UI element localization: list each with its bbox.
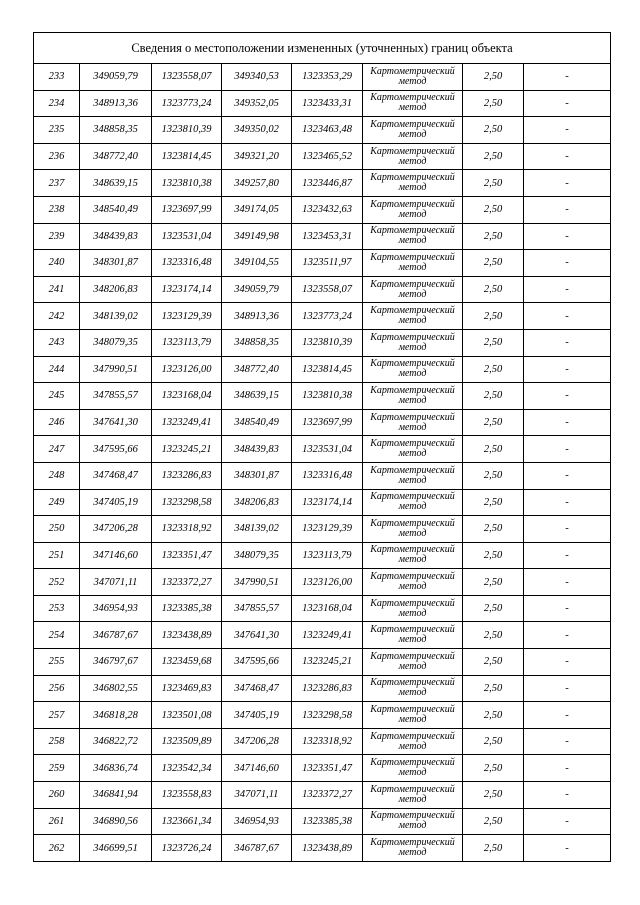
cell-x-new: 346802,55	[80, 675, 152, 702]
cell-accuracy: 2,50	[463, 117, 524, 144]
cell-y-new: 1323129,39	[152, 303, 222, 330]
cell-method: Картометрический метод	[363, 702, 463, 729]
cell-point-number: 252	[34, 569, 80, 596]
cell-accuracy: 2,50	[463, 542, 524, 569]
table-row	[34, 117, 611, 144]
cell-point-number: 237	[34, 170, 80, 197]
table-row	[34, 516, 611, 543]
table-row	[34, 835, 611, 862]
cell-point-number: 238	[34, 196, 80, 223]
cell-accuracy: 2,50	[463, 728, 524, 755]
cell-method: Картометрический метод	[363, 595, 463, 622]
cell-accuracy: 2,50	[463, 223, 524, 250]
cell-method: Картометрический метод	[363, 649, 463, 676]
cell-x-old: 347405,19	[222, 702, 292, 729]
cell-method: Картометрический метод	[363, 143, 463, 170]
table-row	[34, 462, 611, 489]
cell-x-new: 346699,51	[80, 835, 152, 862]
cell-description: -	[524, 462, 611, 489]
cell-description: -	[524, 755, 611, 782]
cell-y-new: 1323726,24	[152, 835, 222, 862]
cell-y-new: 1323126,00	[152, 356, 222, 383]
cell-y-old: 1323531,04	[292, 436, 363, 463]
cell-method: Картометрический метод	[363, 170, 463, 197]
cell-x-new: 347405,19	[80, 489, 152, 516]
cell-y-new: 1323286,83	[152, 462, 222, 489]
table-row	[34, 489, 611, 516]
cell-method: Картометрический метод	[363, 196, 463, 223]
cell-description: -	[524, 595, 611, 622]
cell-y-old: 1323465,52	[292, 143, 363, 170]
cell-x-old: 348301,87	[222, 462, 292, 489]
cell-y-old: 1323433,31	[292, 90, 363, 117]
cell-point-number: 242	[34, 303, 80, 330]
cell-accuracy: 2,50	[463, 383, 524, 410]
cell-accuracy: 2,50	[463, 569, 524, 596]
cell-x-new: 348540,49	[80, 196, 152, 223]
cell-x-new: 346954,93	[80, 595, 152, 622]
cell-y-new: 1323316,48	[152, 250, 222, 277]
cell-x-new: 347990,51	[80, 356, 152, 383]
cell-x-old: 349340,53	[222, 64, 292, 91]
cell-description: -	[524, 196, 611, 223]
table-row	[34, 223, 611, 250]
cell-method: Картометрический метод	[363, 782, 463, 809]
cell-y-new: 1323459,68	[152, 649, 222, 676]
table-row	[34, 409, 611, 436]
cell-y-old: 1323432,63	[292, 196, 363, 223]
cell-x-old: 347595,66	[222, 649, 292, 676]
cell-method: Картометрический метод	[363, 675, 463, 702]
table-row	[34, 702, 611, 729]
cell-description: -	[524, 64, 611, 91]
cell-y-new: 1323814,45	[152, 143, 222, 170]
cell-y-old: 1323810,38	[292, 383, 363, 410]
cell-x-old: 348139,02	[222, 516, 292, 543]
cell-point-number: 253	[34, 595, 80, 622]
cell-x-new: 347468,47	[80, 462, 152, 489]
cell-x-old: 349149,98	[222, 223, 292, 250]
cell-x-old: 349059,79	[222, 276, 292, 303]
cell-x-new: 346841,94	[80, 782, 152, 809]
cell-description: -	[524, 170, 611, 197]
cell-x-new: 347206,28	[80, 516, 152, 543]
table-header-row	[34, 33, 611, 64]
table-row	[34, 170, 611, 197]
cell-point-number: 259	[34, 755, 80, 782]
cell-y-new: 1323318,92	[152, 516, 222, 543]
cell-point-number: 250	[34, 516, 80, 543]
cell-y-old: 1323558,07	[292, 276, 363, 303]
cell-description: -	[524, 835, 611, 862]
cell-y-new: 1323351,47	[152, 542, 222, 569]
cell-accuracy: 2,50	[463, 516, 524, 543]
cell-point-number: 245	[34, 383, 80, 410]
cell-x-old: 348772,40	[222, 356, 292, 383]
cell-method: Картометрический метод	[363, 64, 463, 91]
cell-method: Картометрический метод	[363, 329, 463, 356]
cell-accuracy: 2,50	[463, 649, 524, 676]
cell-description: -	[524, 436, 611, 463]
cell-x-old: 347468,47	[222, 675, 292, 702]
cell-accuracy: 2,50	[463, 170, 524, 197]
table-row	[34, 728, 611, 755]
cell-y-new: 1323385,38	[152, 595, 222, 622]
table-row	[34, 569, 611, 596]
cell-point-number: 254	[34, 622, 80, 649]
cell-description: -	[524, 489, 611, 516]
cell-accuracy: 2,50	[463, 622, 524, 649]
table-body	[34, 33, 611, 862]
cell-x-new: 347855,57	[80, 383, 152, 410]
table-row	[34, 90, 611, 117]
cell-accuracy: 2,50	[463, 329, 524, 356]
table-row	[34, 303, 611, 330]
cell-x-new: 348439,83	[80, 223, 152, 250]
cell-description: -	[524, 542, 611, 569]
cell-x-new: 346890,56	[80, 808, 152, 835]
cell-x-new: 348913,36	[80, 90, 152, 117]
boundary-table	[33, 32, 611, 862]
cell-method: Картометрический метод	[363, 462, 463, 489]
cell-y-old: 1323810,39	[292, 329, 363, 356]
cell-y-old: 1323174,14	[292, 489, 363, 516]
cell-point-number: 257	[34, 702, 80, 729]
cell-description: -	[524, 728, 611, 755]
cell-method: Картометрический метод	[363, 276, 463, 303]
cell-point-number: 258	[34, 728, 80, 755]
cell-method: Картометрический метод	[363, 728, 463, 755]
cell-y-new: 1323245,21	[152, 436, 222, 463]
cell-x-old: 346954,93	[222, 808, 292, 835]
cell-description: -	[524, 675, 611, 702]
cell-point-number: 234	[34, 90, 80, 117]
cell-y-new: 1323174,14	[152, 276, 222, 303]
cell-accuracy: 2,50	[463, 409, 524, 436]
cell-x-old: 347071,11	[222, 782, 292, 809]
cell-method: Картометрический метод	[363, 808, 463, 835]
table-row	[34, 808, 611, 835]
cell-point-number: 235	[34, 117, 80, 144]
cell-accuracy: 2,50	[463, 675, 524, 702]
cell-description: -	[524, 516, 611, 543]
cell-x-old: 348206,83	[222, 489, 292, 516]
cell-y-old: 1323372,27	[292, 782, 363, 809]
cell-point-number: 248	[34, 462, 80, 489]
cell-x-new: 349059,79	[80, 64, 152, 91]
cell-x-old: 348540,49	[222, 409, 292, 436]
cell-y-new: 1323773,24	[152, 90, 222, 117]
cell-y-new: 1323501,08	[152, 702, 222, 729]
cell-y-new: 1323697,99	[152, 196, 222, 223]
cell-accuracy: 2,50	[463, 250, 524, 277]
cell-accuracy: 2,50	[463, 196, 524, 223]
table-row	[34, 196, 611, 223]
cell-description: -	[524, 383, 611, 410]
cell-description: -	[524, 303, 611, 330]
cell-y-new: 1323558,83	[152, 782, 222, 809]
cell-x-old: 347206,28	[222, 728, 292, 755]
cell-y-old: 1323126,00	[292, 569, 363, 596]
table-row	[34, 250, 611, 277]
cell-y-old: 1323129,39	[292, 516, 363, 543]
cell-description: -	[524, 569, 611, 596]
cell-accuracy: 2,50	[463, 489, 524, 516]
cell-description: -	[524, 622, 611, 649]
table-row	[34, 276, 611, 303]
cell-y-old: 1323438,89	[292, 835, 363, 862]
cell-description: -	[524, 356, 611, 383]
cell-point-number: 260	[34, 782, 80, 809]
cell-method: Картометрический метод	[363, 409, 463, 436]
cell-description: -	[524, 409, 611, 436]
cell-y-new: 1323531,04	[152, 223, 222, 250]
cell-accuracy: 2,50	[463, 143, 524, 170]
cell-accuracy: 2,50	[463, 64, 524, 91]
cell-y-old: 1323168,04	[292, 595, 363, 622]
cell-accuracy: 2,50	[463, 755, 524, 782]
cell-accuracy: 2,50	[463, 462, 524, 489]
cell-y-new: 1323810,39	[152, 117, 222, 144]
cell-point-number: 251	[34, 542, 80, 569]
cell-accuracy: 2,50	[463, 436, 524, 463]
cell-method: Картометрический метод	[363, 383, 463, 410]
cell-method: Картометрический метод	[363, 542, 463, 569]
cell-method: Картометрический метод	[363, 755, 463, 782]
table-row	[34, 755, 611, 782]
cell-x-new: 348206,83	[80, 276, 152, 303]
cell-y-old: 1323351,47	[292, 755, 363, 782]
cell-point-number: 255	[34, 649, 80, 676]
cell-accuracy: 2,50	[463, 835, 524, 862]
cell-point-number: 236	[34, 143, 80, 170]
table-row	[34, 329, 611, 356]
cell-x-old: 348913,36	[222, 303, 292, 330]
cell-y-old: 1323318,92	[292, 728, 363, 755]
cell-point-number: 244	[34, 356, 80, 383]
cell-y-old: 1323385,38	[292, 808, 363, 835]
cell-x-old: 346787,67	[222, 835, 292, 862]
cell-point-number: 247	[34, 436, 80, 463]
cell-x-old: 349104,55	[222, 250, 292, 277]
cell-x-new: 346822,72	[80, 728, 152, 755]
cell-accuracy: 2,50	[463, 90, 524, 117]
cell-x-old: 348439,83	[222, 436, 292, 463]
cell-description: -	[524, 329, 611, 356]
cell-y-old: 1323511,97	[292, 250, 363, 277]
cell-accuracy: 2,50	[463, 276, 524, 303]
cell-description: -	[524, 90, 611, 117]
cell-x-old: 348858,35	[222, 329, 292, 356]
cell-y-new: 1323810,38	[152, 170, 222, 197]
table-row	[34, 542, 611, 569]
cell-method: Картометрический метод	[363, 436, 463, 463]
cell-y-old: 1323286,83	[292, 675, 363, 702]
cell-y-old: 1323316,48	[292, 462, 363, 489]
cell-x-new: 348139,02	[80, 303, 152, 330]
cell-accuracy: 2,50	[463, 303, 524, 330]
cell-description: -	[524, 276, 611, 303]
cell-accuracy: 2,50	[463, 782, 524, 809]
cell-y-old: 1323249,41	[292, 622, 363, 649]
cell-y-new: 1323372,27	[152, 569, 222, 596]
cell-y-new: 1323558,07	[152, 64, 222, 91]
cell-x-new: 348858,35	[80, 117, 152, 144]
cell-point-number: 246	[34, 409, 80, 436]
cell-x-new: 346787,67	[80, 622, 152, 649]
cell-y-new: 1323438,89	[152, 622, 222, 649]
cell-x-new: 348301,87	[80, 250, 152, 277]
cell-description: -	[524, 223, 611, 250]
table-row	[34, 383, 611, 410]
table-row	[34, 622, 611, 649]
table-row	[34, 143, 611, 170]
table-row	[34, 64, 611, 91]
cell-x-old: 348639,15	[222, 383, 292, 410]
cell-point-number: 256	[34, 675, 80, 702]
cell-accuracy: 2,50	[463, 702, 524, 729]
cell-description: -	[524, 250, 611, 277]
cell-x-new: 347146,60	[80, 542, 152, 569]
cell-accuracy: 2,50	[463, 356, 524, 383]
cell-point-number: 241	[34, 276, 80, 303]
cell-y-old: 1323814,45	[292, 356, 363, 383]
cell-method: Картометрический метод	[363, 489, 463, 516]
cell-method: Картометрический метод	[363, 303, 463, 330]
cell-x-old: 349174,05	[222, 196, 292, 223]
table-row	[34, 436, 611, 463]
cell-accuracy: 2,50	[463, 595, 524, 622]
cell-point-number: 240	[34, 250, 80, 277]
cell-x-new: 346836,74	[80, 755, 152, 782]
cell-x-old: 347146,60	[222, 755, 292, 782]
cell-method: Картометрический метод	[363, 516, 463, 543]
cell-method: Картометрический метод	[363, 835, 463, 862]
cell-point-number: 249	[34, 489, 80, 516]
cell-point-number: 243	[34, 329, 80, 356]
cell-x-new: 347595,66	[80, 436, 152, 463]
cell-accuracy: 2,50	[463, 808, 524, 835]
cell-description: -	[524, 117, 611, 144]
cell-y-old: 1323773,24	[292, 303, 363, 330]
cell-point-number: 233	[34, 64, 80, 91]
cell-y-new: 1323469,83	[152, 675, 222, 702]
cell-y-new: 1323113,79	[152, 329, 222, 356]
table-row	[34, 356, 611, 383]
cell-y-new: 1323661,34	[152, 808, 222, 835]
cell-x-new: 348639,15	[80, 170, 152, 197]
cell-y-old: 1323353,29	[292, 64, 363, 91]
table-row	[34, 595, 611, 622]
cell-y-old: 1323697,99	[292, 409, 363, 436]
cell-y-new: 1323509,89	[152, 728, 222, 755]
cell-method: Картометрический метод	[363, 90, 463, 117]
cell-x-old: 347855,57	[222, 595, 292, 622]
cell-x-old: 349257,80	[222, 170, 292, 197]
cell-x-old: 349321,20	[222, 143, 292, 170]
table-title: Сведения о местоположении измененных (уточненных) границ объекта	[34, 33, 611, 64]
cell-y-old: 1323113,79	[292, 542, 363, 569]
cell-y-old: 1323298,58	[292, 702, 363, 729]
cell-method: Картометрический метод	[363, 223, 463, 250]
table-row	[34, 675, 611, 702]
table-row	[34, 782, 611, 809]
cell-method: Картометрический метод	[363, 622, 463, 649]
cell-y-new: 1323542,34	[152, 755, 222, 782]
table-row	[34, 649, 611, 676]
cell-method: Картометрический метод	[363, 569, 463, 596]
cell-y-new: 1323168,04	[152, 383, 222, 410]
cell-x-new: 346797,67	[80, 649, 152, 676]
cell-x-old: 349350,02	[222, 117, 292, 144]
cell-point-number: 239	[34, 223, 80, 250]
cell-description: -	[524, 782, 611, 809]
cell-y-old: 1323463,48	[292, 117, 363, 144]
cell-x-old: 347990,51	[222, 569, 292, 596]
cell-description: -	[524, 649, 611, 676]
cell-y-new: 1323298,58	[152, 489, 222, 516]
cell-description: -	[524, 702, 611, 729]
cell-y-old: 1323245,21	[292, 649, 363, 676]
cell-point-number: 262	[34, 835, 80, 862]
cell-x-new: 347071,11	[80, 569, 152, 596]
cell-y-old: 1323446,87	[292, 170, 363, 197]
cell-method: Картометрический метод	[363, 356, 463, 383]
cell-y-new: 1323249,41	[152, 409, 222, 436]
cell-x-new: 348079,35	[80, 329, 152, 356]
cell-x-old: 349352,05	[222, 90, 292, 117]
cell-description: -	[524, 143, 611, 170]
cell-y-old: 1323453,31	[292, 223, 363, 250]
cell-x-old: 348079,35	[222, 542, 292, 569]
cell-x-new: 346818,28	[80, 702, 152, 729]
cell-x-old: 347641,30	[222, 622, 292, 649]
cell-method: Картометрический метод	[363, 117, 463, 144]
cell-x-new: 348772,40	[80, 143, 152, 170]
cell-description: -	[524, 808, 611, 835]
cell-method: Картометрический метод	[363, 250, 463, 277]
cell-x-new: 347641,30	[80, 409, 152, 436]
cell-point-number: 261	[34, 808, 80, 835]
